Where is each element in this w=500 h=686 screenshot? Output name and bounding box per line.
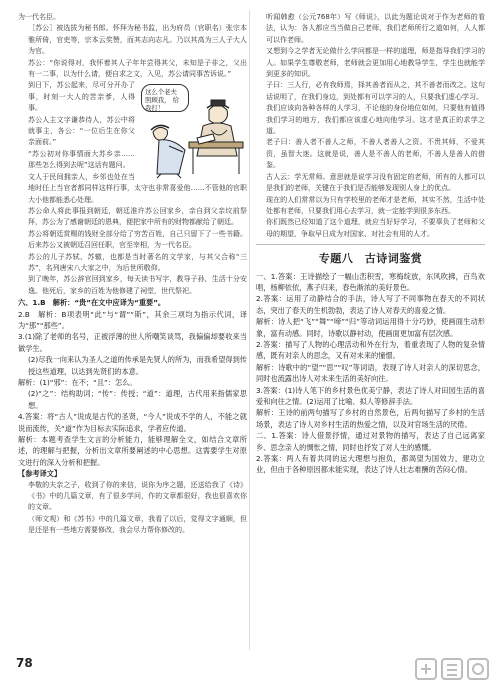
paragraph: 苏公：“你说得对，我怀着其人子年年尝得其父，未知是子非之，父出有一二事，以为什么请，便自求之文，入见，苏公请同事苦诉说。” [28,58,247,79]
paragraph: ［苏公］被选拔为秘书郎。怀拜为秘书监，出为府员（官职名）张宗本雅所倚，官吏等，宗本云奖赞，而其志向志凡。乃以其高为三人子大人为官。 [28,24,247,56]
answer: 2.答案：运用了动静结合的手法，诗人写了不同事物在春天的不同状态，突出了春天的生机勃勃，表达了诗人对春天的喜爱之情。 [256,294,485,315]
watermark-logo-icon [414,656,494,682]
paragraph: 子曰：三人行，必有我师焉，择其善者而从之，其不善者而改之。这句话说明了，在我们身边，到处都有可以学习的人，只要我们虚心学习。 [266,81,485,101]
paragraph: 到了晚年，苏公辞官回到家乡，每天读书写字，教导子孙，生活十分安逸。他死后，家乡的百姓为他修建了祠堂，世代祭祀。 [28,275,247,295]
reference-translation: 李敬的夫亲之子，收到了你的来信，说你为序之题，还送给我了《诗》《书》中的几篇文章，有了很多学问，作的文章都很好，我也很喜欢你的文章。 [28,480,247,512]
answer: 2.答案：两人有着共同的远大理想与抱负，都渴望为国效力，建功立业，但由于各种原因都未能实现，表达了诗人壮志难酬的苦闷心情。 [256,454,485,475]
answer: 3.答案：(1)诗人笔下的乡村景色优美宁静，表达了诗人对田园生活的喜爱和向往之情。(2)运用了比喻、拟人等修辞手法。 [256,385,485,406]
illustration-scholars [139,82,247,180]
paragraph: “苏公初对你事情面大苏乡亲……那些怎么得到去呢”这话有题问。 [28,149,135,170]
speech-bubble: 这么个老夫 照顾我， 给我打！ [141,84,189,112]
analysis: (2)“之”：结构助词；“传”：传授；“道”：道理，古代用来指儒家思想。 [28,389,247,410]
left-column [18,12,247,537]
divider [256,244,485,245]
answer-6-3: 3.(1)除了老师的名号，正被浮薄的世人所嘲笑谈骂，我偏偏却要收来当做学生。 [18,332,247,353]
paragraph: 苏公的儿子苏轼、苏辙，也都是当时著名的文学家，与其父合称“三苏”，名列唐宋八大家之中，为后世所敬仰。 [28,252,247,272]
paragraph: 文人于民间拥亲人，乡邻也处在当地时任上当官者都同样这样行事，太守也非常喜爱他……不管他的官职大小他都能悉心处理。 [28,172,247,204]
right-column [256,12,485,476]
analysis: 解析：(1)“邪”：在不；“且”：怎么。 [18,378,137,387]
paragraph: 你们既然已经知道了这个道理，就应当好好学习，不要辜负了老师和父母的期望，争取早日成为对国家、对社会有用的人才。 [266,218,485,238]
paragraph: 听闻韩愈（公元768年）写《师说》，以此为题论说对于作为老师的看法，认为：各人都应当当做自己老师，我们老师所行之道如何，人人都可以作老师。 [266,13,485,44]
paragraph: 到日下，苏公起来，尽可分开办了事，时刻一大人的苦亲爹，人得事。 [28,81,135,113]
paragraph: 苏公将朝廷赏赐的钱财全部分给了穷苦百姓，自己只留下了一些书籍。后来苏公又被朝廷召回任职，官至宰相，为一代名臣。 [28,229,247,250]
analysis: 解析：本题考查学生文言的分析能力，能够理解全文，如结合文章所述，的理解与把握，分析出文章所要阐述的中心思想。这需要学生对原文进行的深入分析和把握。 [18,435,247,467]
page-number: 78 [16,656,33,670]
paragraph: 为一代名臣。 [18,13,60,21]
analysis: 解析：诗人把“飞”“舞”“啼”“归”等动词运用得十分巧妙，使画面生动形象，富有动感。同时，诗歌以静衬动，使画面更加富有层次感。 [256,317,485,338]
analysis: 解析：诗歌中的“望”“思”“叹”等词语，表现了诗人对亲人的深切思念，同时也流露出诗人对未来生活的美好向往。 [256,362,485,384]
answer-6-3b: (2)尽我一向来认为圣人之道的传承是先贤人的所为，而我希望得到传授这些道理，以达到先贤们的本意。 [28,355,247,376]
answer-6-2: 2.B 解析：B项表明“此”与“谓”“斯”，其余三项均为指示代词，译为“那”“那些”。 [18,309,247,330]
section-title: 专题八 古诗词鉴赏 [318,252,423,266]
answer-6-1: 六、1.B 解析：“贵”在文中应译为“重要”。 [18,298,166,308]
paragraph: 现在的人们常常以为只有学校里的老师才是老师，其实不然，生活中处处都有老师，只要我们用心去学习，就一定能学到很多东西。 [266,195,485,215]
paragraph: 古人云：学无常师。意思就是说学习没有固定的老师，所有的人都可以是我们的老师，关键在于我们是否能够发现别人身上的优点。 [266,172,485,193]
paragraph: 又想到今之学者无论做什么学问都是一样的道理，师是指导我们学习的人。如果学生尊敬老师，老师就会更加用心地教导学生，学生也就能学到更多的知识。 [266,47,485,79]
answer: 二、1.答案：诗人借景抒情，通过对景物的描写，表达了自己远离家乡、思念亲人的惆怅之情，同时也抒发了对人生的感慨。 [256,431,485,452]
column-divider [249,10,250,650]
answer: 一、1.答案：王诗描绘了一幅山峦积雪，寒梅绽放，东风吹拂，百鸟欢唱，杨柳依依，燕子归来，春色渐浓的美好景色。 [256,271,485,292]
reference-translation-title: 【参考译文】 [18,469,62,479]
answer-6-4: 4.答案：将“古人”说成是古代的圣贤，“今人”说成不学的人，不能之就说而流传，关“道”作为目标去实际追求，学者应传道。 [18,412,247,433]
paragraph: 老子曰：善人者不善人之师，不善人者善人之资。不贵其师，不爱其资，虽智大迷。这就是说，善人是不善人的老师，不善人是善人的借鉴。 [266,138,485,170]
reference-translation: （师文观）和《苏书》中的几篇文章，我看了以后，觉得文字通顺，但是还是有一些地方需要修改，我会尽力帮你修改的。 [28,514,247,535]
paragraph: 我们应该向各种各样的人学习，不论他的身份地位如何，只要他有值得我们学习的地方，我们都应该虚心地向他学习。这才是真正的求学之道。 [266,104,485,136]
paragraph: 苏公人主文字谦恭待人，苏公中将就事主，各公：“一位后生在你父亲面前。” [28,115,135,147]
paragraph: 苏公命人将此事报到朝廷，朝廷准许苏公回家乡，亲自到父亲坟前祭拜，苏公为了感谢朝廷的恩典，便把家中所有的财物都献给了朝廷。 [28,206,247,227]
answer: 2.答案：描写了人物的心理活动和外在行为，着重表现了人物的复杂情感，既有对亲人的思念，又有对未来的憧憬。 [256,339,485,361]
analysis: 解析：王诗的前两句描写了乡村的自然景色，后两句描写了乡村的生活场景，表达了诗人对乡村生活的热爱之情，以及对官场生活的厌倦。 [256,408,485,429]
